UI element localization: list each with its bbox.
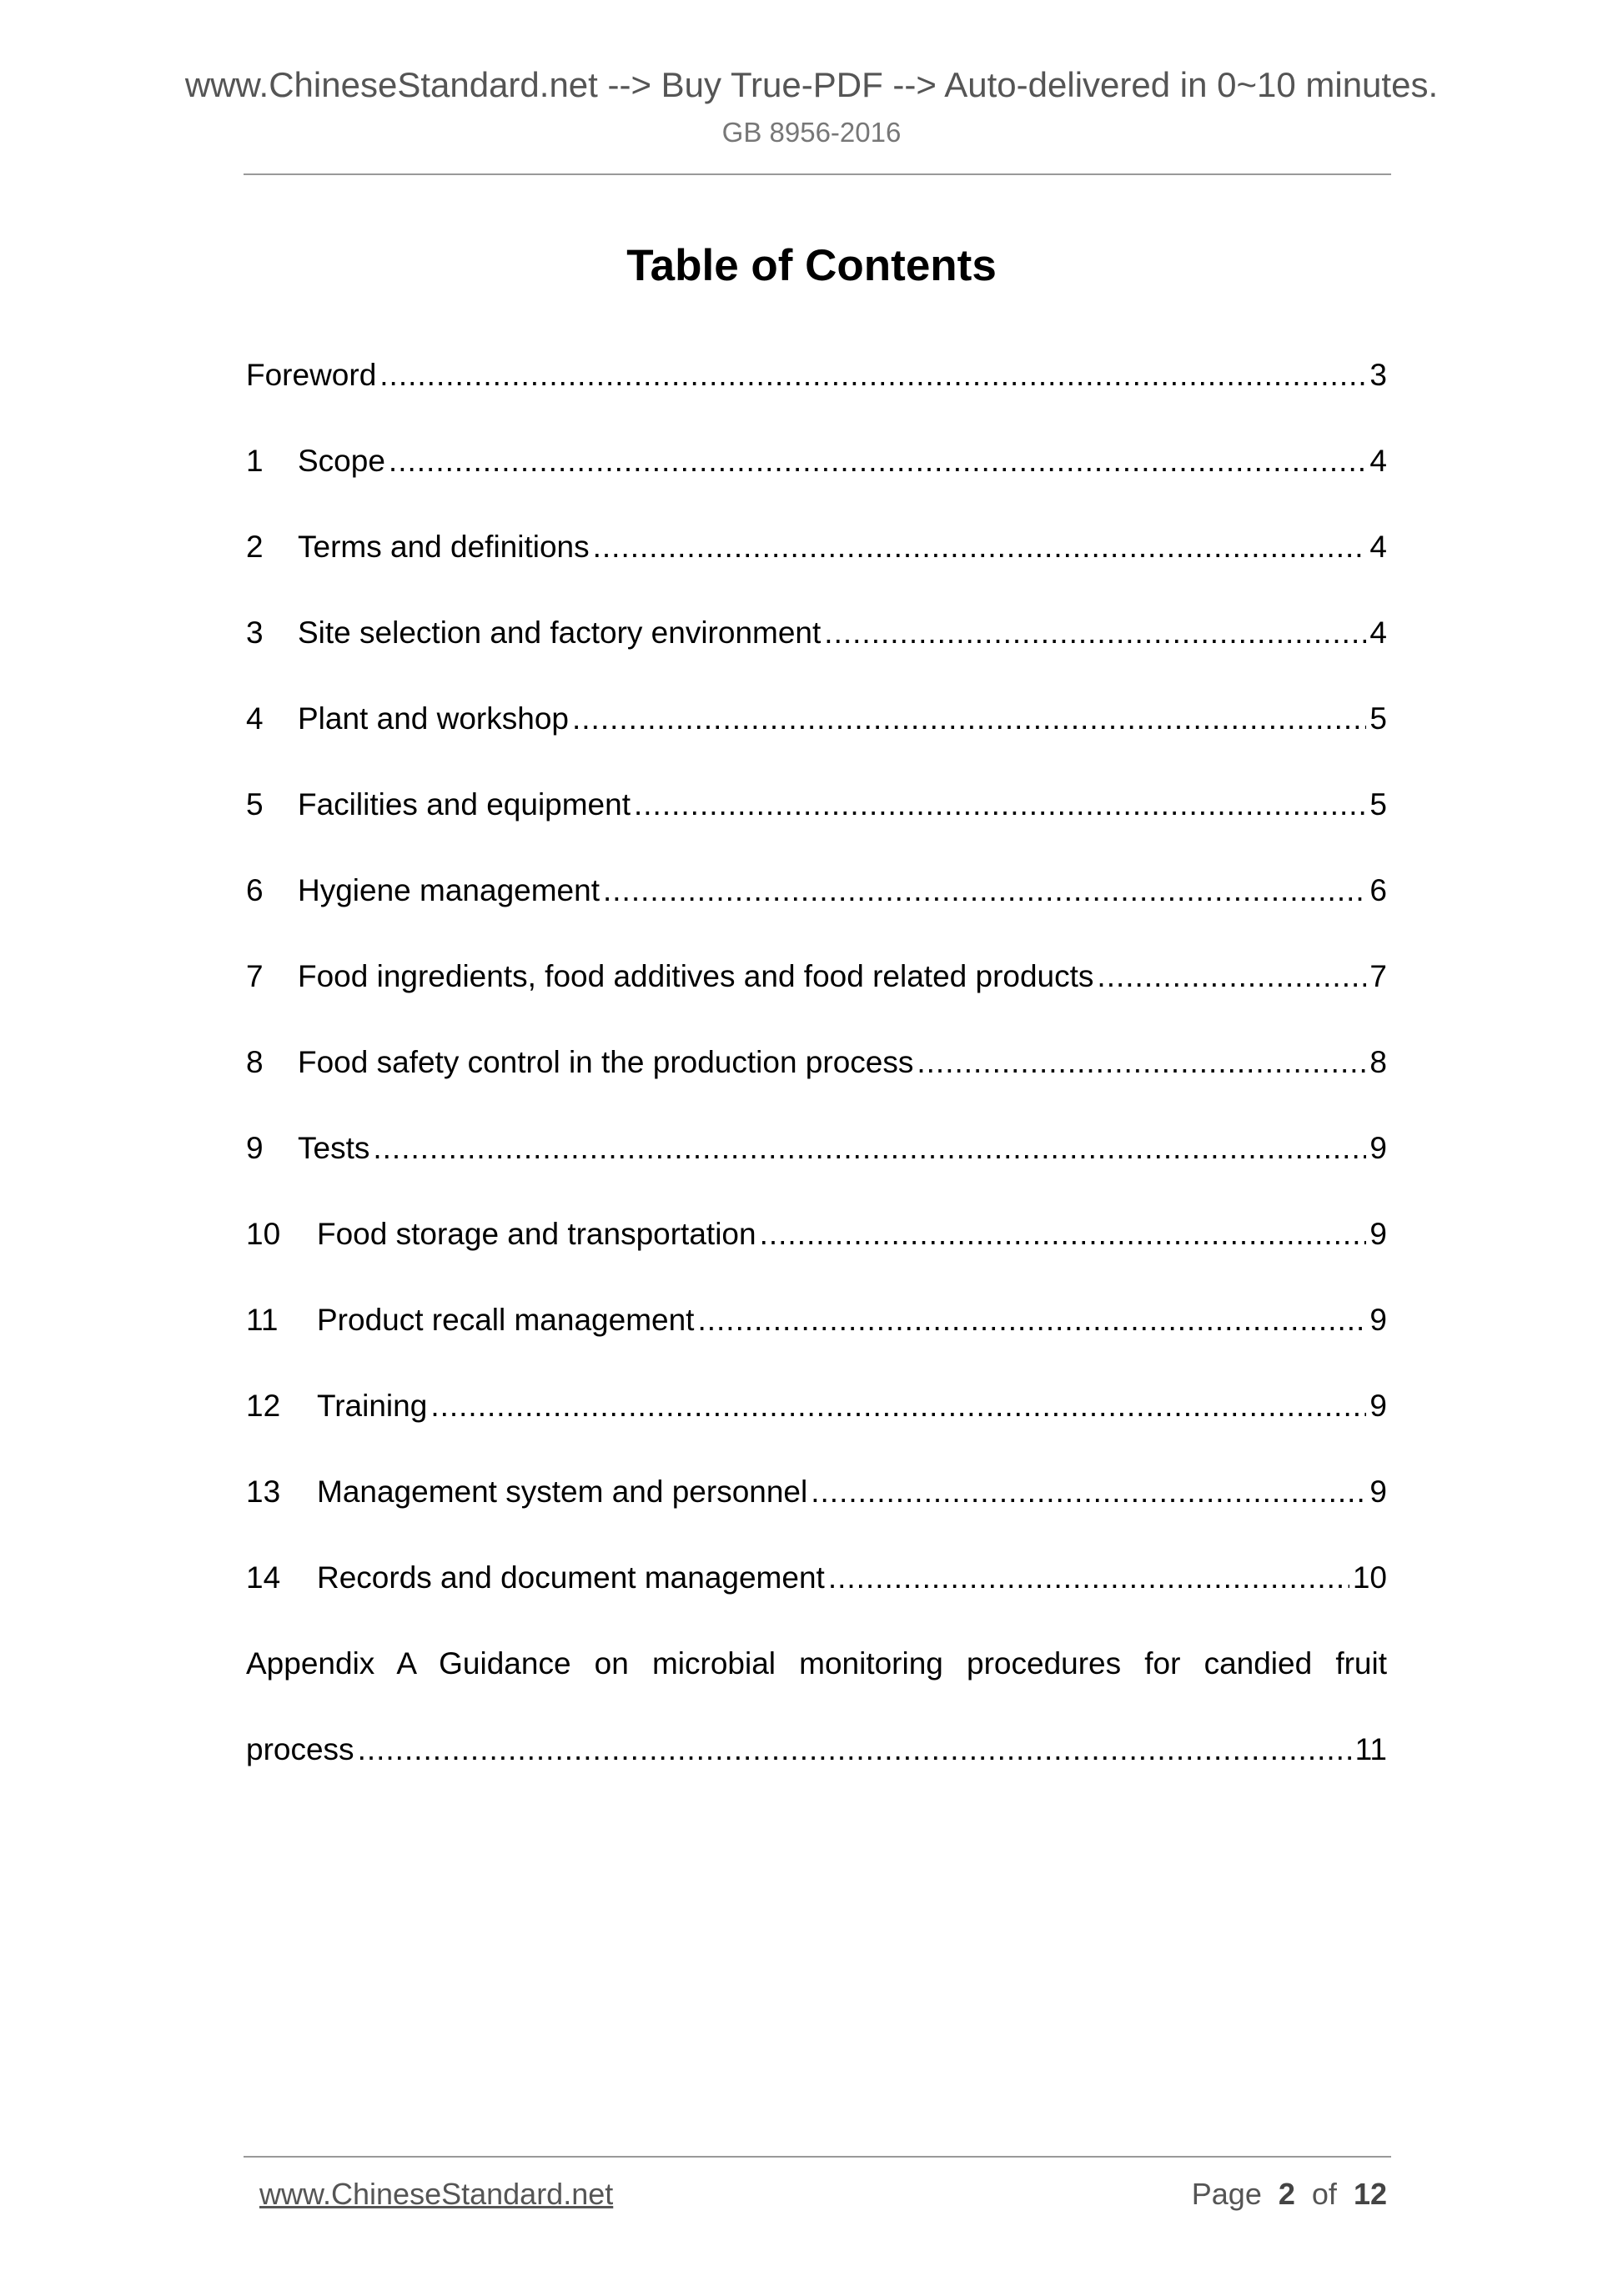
toc-number: 2 [246,530,264,564]
toc-page: 7 [1369,959,1387,993]
toc-label: Site selection and factory environment [298,615,822,650]
toc-page: 11 [1354,1732,1387,1766]
table-of-contents [246,332,1387,1792]
toc-label: Tests [298,1131,370,1165]
toc-page: 4 [1369,530,1387,564]
toc-label: Training [317,1389,428,1423]
toc-number: 9 [246,1131,264,1165]
toc-page: 9 [1369,1389,1387,1423]
toc-label: Hygiene management [298,873,600,907]
toc-page: 9 [1369,1131,1387,1165]
toc-page: 6 [1369,873,1387,907]
dot-leader [593,504,1367,590]
current-page: 2 [1278,2177,1295,2211]
dot-leader [379,332,1366,418]
toc-page: 9 [1369,1475,1387,1509]
toc-page: 4 [1369,444,1387,478]
standard-number: GB 8956-2016 [721,117,902,148]
toc-number: 1 [246,444,264,478]
toc-appendix-line1[interactable]: Appendix A Guidance on microbial monitoring procedures for candied fruit [246,1646,1387,1681]
toc-number: 11 [246,1303,279,1337]
dot-leader [389,418,1367,504]
toc-label: Records and document management [317,1560,825,1595]
toc-number: 6 [246,873,264,907]
toc-label: Food ingredients, food additives and food related products [298,959,1094,993]
dot-leader [572,676,1366,761]
toc-entry[interactable] [246,933,1387,1019]
toc-number: 3 [246,615,264,650]
toc-label: Terms and definitions [298,530,590,564]
toc-label: Scope [298,444,385,478]
dot-leader [760,1191,1367,1277]
header-divider [244,173,1391,175]
toc-page: 4 [1369,615,1387,650]
header-banner: www.ChineseStandard.net --> Buy True-PDF --> Auto-delivered in 0~10 minutes. [184,65,1439,104]
dot-leader [430,1363,1366,1449]
toc-label: Management system and personnel [317,1475,808,1509]
toc-entry[interactable] [246,332,1387,418]
toc-label: Food safety control in the production process [298,1045,914,1079]
dot-leader [373,1105,1366,1191]
dot-leader [358,1706,1352,1792]
toc-entry[interactable] [246,1105,1387,1191]
page-title: Table of Contents [626,241,997,290]
dot-leader [828,1535,1349,1620]
toc-number: 13 [246,1475,281,1509]
toc-number: 10 [246,1217,281,1251]
toc-page: 3 [1369,358,1387,392]
dot-leader [697,1277,1366,1363]
dot-leader [1097,933,1366,1019]
toc-number: 7 [246,959,264,993]
toc-entry[interactable] [246,1191,1387,1277]
toc-entry[interactable] [246,418,1387,504]
toc-label: Product recall management [317,1303,695,1337]
toc-entry[interactable] [246,676,1387,761]
total-pages: 12 [1353,2177,1387,2211]
toc-label: Plant and workshop [298,701,569,736]
page-indicator [1192,2177,1387,2212]
of-word: of [1311,2177,1337,2211]
dot-leader [917,1019,1366,1105]
page-word: Page [1191,2177,1262,2211]
toc-number: 8 [246,1045,264,1079]
toc-entry[interactable] [246,1535,1387,1620]
toc-label: Facilities and equipment [298,787,631,821]
toc-appendix-line2[interactable] [246,1706,1387,1792]
toc-entry[interactable] [246,1363,1387,1449]
toc-entry[interactable] [246,504,1387,590]
toc-number: 14 [246,1560,281,1595]
dot-leader [811,1449,1366,1535]
toc-entry[interactable] [246,847,1387,933]
footer-link[interactable]: www.ChineseStandard.net [259,2177,614,2211]
toc-entry[interactable] [246,761,1387,847]
toc-number: 4 [246,701,264,736]
dot-leader [824,590,1366,676]
toc-entry[interactable] [246,1019,1387,1105]
toc-label: process [246,1732,354,1766]
toc-page: 10 [1352,1560,1387,1595]
toc-entry[interactable] [246,1277,1387,1363]
dot-leader [634,761,1366,847]
toc-page: 5 [1369,787,1387,821]
dot-leader [603,847,1366,933]
toc-page: 8 [1369,1045,1387,1079]
toc-number: 12 [246,1389,281,1423]
toc-label: Foreword [246,358,377,392]
toc-page: 5 [1369,701,1387,736]
toc-number: 5 [246,787,264,821]
toc-page: 9 [1369,1303,1387,1337]
toc-label: Food storage and transportation [317,1217,756,1251]
toc-page: 9 [1369,1217,1387,1251]
toc-entry[interactable] [246,1449,1387,1535]
toc-entry[interactable] [246,590,1387,676]
footer-divider [244,2156,1391,2158]
